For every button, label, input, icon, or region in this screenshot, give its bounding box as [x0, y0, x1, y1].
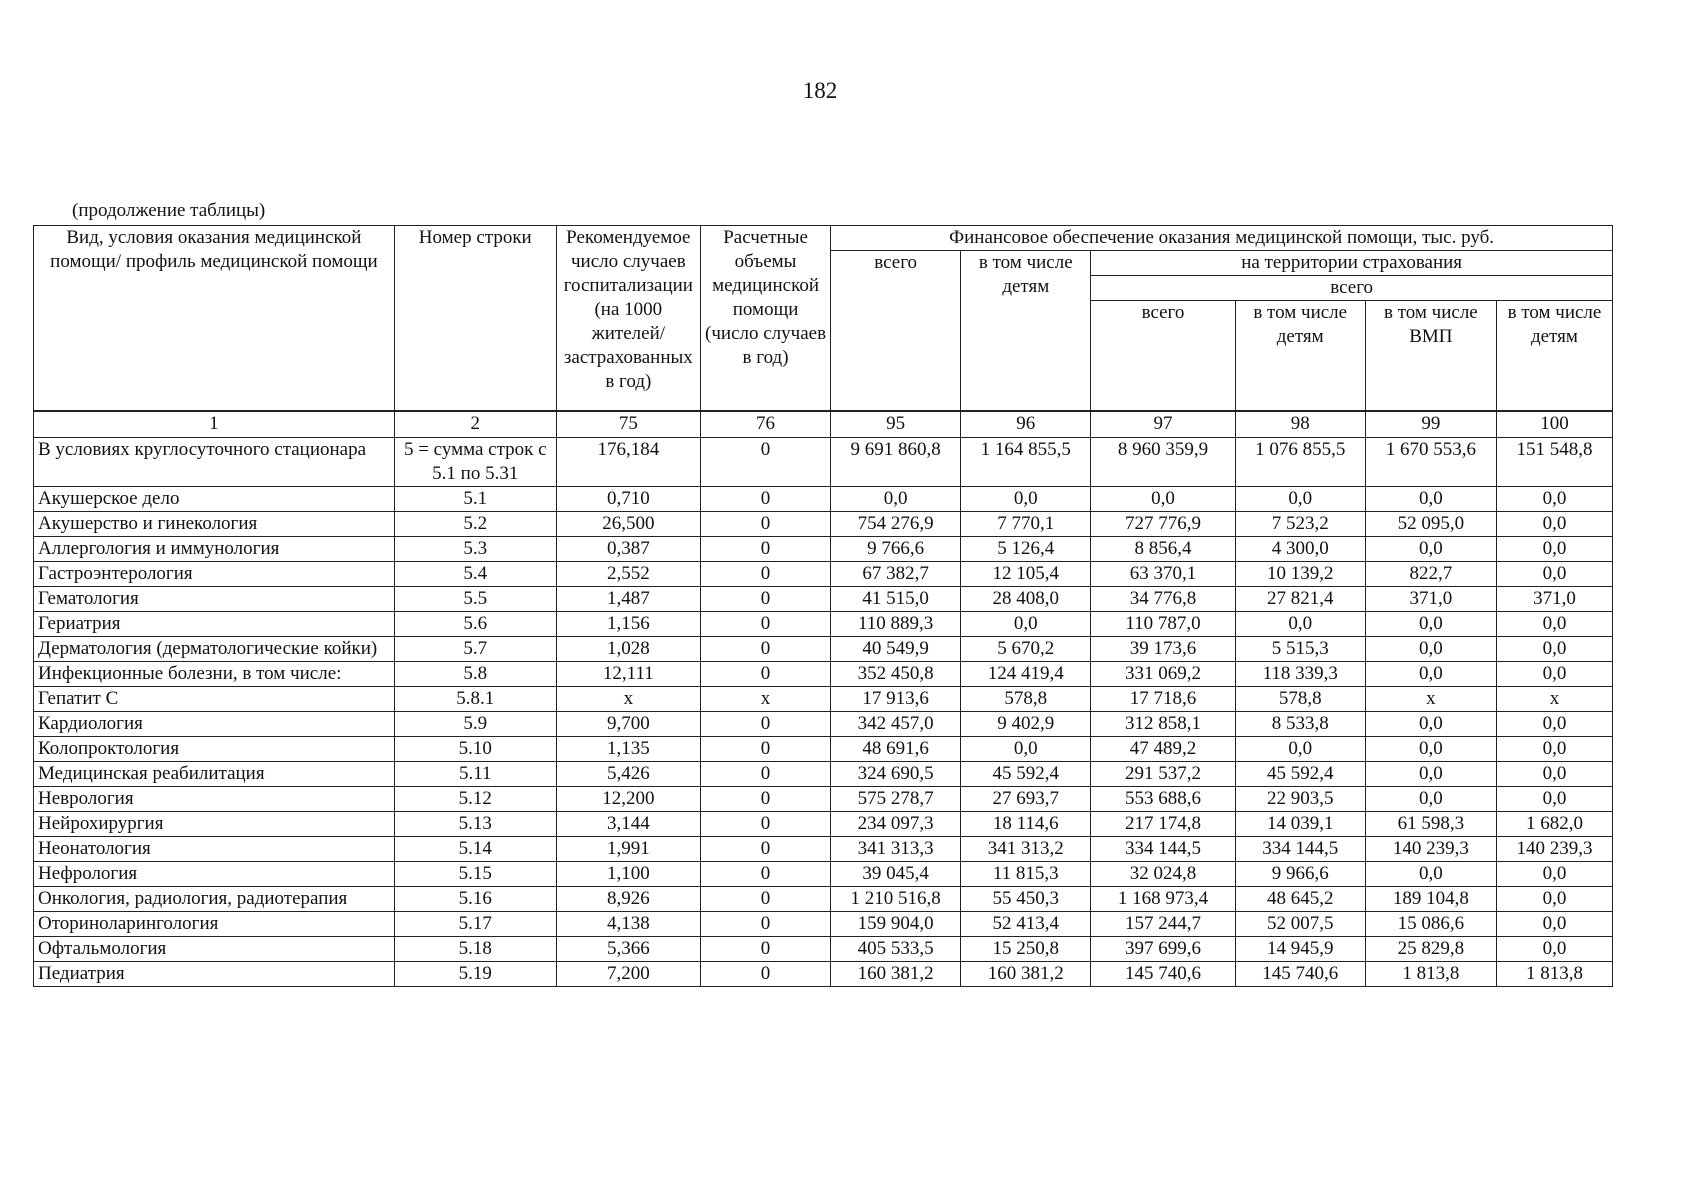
table-cell: 5 515,3: [1235, 636, 1365, 661]
table-cell: 0: [701, 886, 831, 911]
table-cell: 45 592,4: [961, 761, 1091, 786]
column-number-row: [34, 411, 1613, 438]
table-cell: 0,0: [1365, 611, 1496, 636]
table-cell: 822,7: [1365, 561, 1496, 586]
table-cell: 14 945,9: [1235, 936, 1365, 961]
table-cell: 0,0: [1496, 861, 1612, 886]
table-cell: 7 770,1: [961, 511, 1091, 536]
table-cell: 27 693,7: [961, 786, 1091, 811]
table-cell: 0,0: [1496, 486, 1612, 511]
table-row: [34, 786, 1613, 811]
table-cell: 553 688,6: [1091, 786, 1235, 811]
table-row: [34, 486, 1613, 511]
table-cell: 67 382,7: [831, 561, 961, 586]
table-cell: 0,0: [1365, 861, 1496, 886]
table-cell: 342 457,0: [831, 711, 961, 736]
table-cell: 5.7: [394, 636, 556, 661]
table-cell: 312 858,1: [1091, 711, 1235, 736]
table-cell: 0: [701, 636, 831, 661]
table-cell: 1 813,8: [1496, 961, 1612, 986]
table-cell: 334 144,5: [1235, 836, 1365, 861]
column-number: 97: [1091, 411, 1235, 438]
table-cell: 5.3: [394, 536, 556, 561]
column-number: 95: [831, 411, 961, 438]
table-cell: 5.16: [394, 886, 556, 911]
table-cell: 1 813,8: [1365, 961, 1496, 986]
table-cell: 5.17: [394, 911, 556, 936]
table-cell: 159 904,0: [831, 911, 961, 936]
table-cell: 0: [701, 936, 831, 961]
table-row: [34, 711, 1613, 736]
table-row: [34, 437, 1613, 486]
table-cell: 0,0: [1235, 736, 1365, 761]
table-cell: 4 300,0: [1235, 536, 1365, 561]
table-cell: 0,0: [1496, 536, 1612, 561]
table-cell: 0: [701, 437, 831, 486]
table-cell: 1,991: [556, 836, 700, 861]
table-cell: 9 402,9: [961, 711, 1091, 736]
table-row: [34, 886, 1613, 911]
header-row-number: Номер строки: [394, 226, 556, 411]
table-cell: 0,0: [1091, 486, 1235, 511]
table-cell: 0: [701, 961, 831, 986]
table-cell: 0,0: [1496, 711, 1612, 736]
table-cell: 5.5: [394, 586, 556, 611]
table-cell: 39 045,4: [831, 861, 961, 886]
table-cell: 0,0: [1365, 711, 1496, 736]
table-row: [34, 686, 1613, 711]
table-cell: 341 313,3: [831, 836, 961, 861]
table-cell: 52 095,0: [1365, 511, 1496, 536]
table-cell: 5.18: [394, 936, 556, 961]
row-label: Дерматология (дерматологические койки): [34, 636, 395, 661]
table-cell: 15 250,8: [961, 936, 1091, 961]
table-cell: 52 413,4: [961, 911, 1091, 936]
table-cell: х: [556, 686, 700, 711]
table-cell: 22 903,5: [1235, 786, 1365, 811]
table-cell: 3,144: [556, 811, 700, 836]
table-cell: 124 419,4: [961, 661, 1091, 686]
table-cell: 334 144,5: [1091, 836, 1235, 861]
table-row: [34, 736, 1613, 761]
table-cell: 5.6: [394, 611, 556, 636]
table-cell: 5 126,4: [961, 536, 1091, 561]
header-ins-all: всего: [1091, 301, 1235, 411]
table-cell: 5.13: [394, 811, 556, 836]
row-label: Оториноларингология: [34, 911, 395, 936]
table-cell: 4,138: [556, 911, 700, 936]
table-cell: 0: [701, 836, 831, 861]
table-cell: 140 239,3: [1496, 836, 1612, 861]
table-cell: 0,0: [1365, 661, 1496, 686]
table-cell: 0,0: [961, 736, 1091, 761]
table-row: [34, 961, 1613, 986]
table-row: [34, 811, 1613, 836]
table-row: [34, 511, 1613, 536]
table-cell: 14 039,1: [1235, 811, 1365, 836]
table-row: [34, 761, 1613, 786]
table-cell: 0: [701, 536, 831, 561]
header-recommended: Рекомендуемое число случаев госпитализации (на 1000 жителей/ застрахованных в год): [556, 226, 700, 411]
table-cell: 17 913,6: [831, 686, 961, 711]
table-cell: 0,0: [1496, 911, 1612, 936]
row-label: Гепатит С: [34, 686, 395, 711]
header-insurance-total: всего: [1091, 276, 1613, 301]
table-cell: 1,028: [556, 636, 700, 661]
table-cell: 0,0: [831, 486, 961, 511]
table-cell: 12 105,4: [961, 561, 1091, 586]
header-volumes: Расчетные объемы медицинской помощи (число случаев в год): [701, 226, 831, 411]
table-cell: 140 239,3: [1365, 836, 1496, 861]
table-cell: 5.19: [394, 961, 556, 986]
table-cell: 26,500: [556, 511, 700, 536]
table-cell: 5.11: [394, 761, 556, 786]
table-cell: 0,0: [1365, 736, 1496, 761]
table-cell: 176,184: [556, 437, 700, 486]
column-number: 100: [1496, 411, 1612, 438]
table-cell: 1 210 516,8: [831, 886, 961, 911]
table-cell: 0: [701, 711, 831, 736]
table-cell: 0,0: [961, 486, 1091, 511]
table-cell: 0,0: [1365, 786, 1496, 811]
table-cell: 145 740,6: [1235, 961, 1365, 986]
table-cell: 40 549,9: [831, 636, 961, 661]
row-label: В условиях круглосуточного стационара: [34, 437, 395, 486]
table-cell: 8 960 359,9: [1091, 437, 1235, 486]
table-row: [34, 861, 1613, 886]
table-row: [34, 936, 1613, 961]
row-label: Педиатрия: [34, 961, 395, 986]
table-cell: 11 815,3: [961, 861, 1091, 886]
header-ins-vmp-children: в том числе детям: [1496, 301, 1612, 411]
table-cell: 0: [701, 486, 831, 511]
table-cell: 0,0: [1235, 611, 1365, 636]
header-total: всего: [831, 251, 961, 411]
table-cell: 160 381,2: [961, 961, 1091, 986]
row-label: Акушерство и гинекология: [34, 511, 395, 536]
table-cell: 5.8: [394, 661, 556, 686]
table-cell: 39 173,6: [1091, 636, 1235, 661]
table-cell: 234 097,3: [831, 811, 961, 836]
table-cell: 0,0: [1496, 561, 1612, 586]
header-children: в том числе детям: [961, 251, 1091, 411]
table-cell: 189 104,8: [1365, 886, 1496, 911]
column-number: 75: [556, 411, 700, 438]
table-cell: 0,0: [1496, 936, 1612, 961]
table-cell: 405 533,5: [831, 936, 961, 961]
page-number: 182: [802, 78, 838, 103]
header-ins-children: в том числе детям: [1235, 301, 1365, 411]
table-cell: 0: [701, 786, 831, 811]
table-row: [34, 611, 1613, 636]
row-label: Онкология, радиология, радиотерапия: [34, 886, 395, 911]
table-cell: 9 691 860,8: [831, 437, 961, 486]
table-cell: 7 523,2: [1235, 511, 1365, 536]
table-cell: 5.1: [394, 486, 556, 511]
table-cell: 45 592,4: [1235, 761, 1365, 786]
header-insurance: на территории страхования: [1091, 251, 1613, 276]
table-cell: 0,0: [1365, 636, 1496, 661]
table-row: [34, 911, 1613, 936]
table-cell: 1 164 855,5: [961, 437, 1091, 486]
table-cell: 0,0: [1365, 486, 1496, 511]
table-cell: 341 313,2: [961, 836, 1091, 861]
table-cell: 17 718,6: [1091, 686, 1235, 711]
row-label: Аллергология и иммунология: [34, 536, 395, 561]
table-cell: 0,0: [1365, 536, 1496, 561]
table-cell: 0,0: [1496, 736, 1612, 761]
table-cell: 1 682,0: [1496, 811, 1612, 836]
table-cell: 5.15: [394, 861, 556, 886]
table-cell: 754 276,9: [831, 511, 961, 536]
table-cell: 52 007,5: [1235, 911, 1365, 936]
row-label: Акушерское дело: [34, 486, 395, 511]
row-label: Неонатология: [34, 836, 395, 861]
table-cell: 1,135: [556, 736, 700, 761]
table-cell: 5.2: [394, 511, 556, 536]
table-cell: 48 645,2: [1235, 886, 1365, 911]
table-row: [34, 536, 1613, 561]
table-cell: 12,200: [556, 786, 700, 811]
column-number: 2: [394, 411, 556, 438]
table-cell: 352 450,8: [831, 661, 961, 686]
header-ins-vmp: в том числе ВМП: [1365, 301, 1496, 411]
table-cell: 0: [701, 761, 831, 786]
table-cell: 61 598,3: [1365, 811, 1496, 836]
table-cell: 0: [701, 911, 831, 936]
table-cell: 0,710: [556, 486, 700, 511]
row-label: Гериатрия: [34, 611, 395, 636]
table-row: [34, 586, 1613, 611]
table-cell: 32 024,8: [1091, 861, 1235, 886]
table-cell: х: [1365, 686, 1496, 711]
table-cell: 1 168 973,4: [1091, 886, 1235, 911]
table-cell: 371,0: [1496, 586, 1612, 611]
table-row: [34, 561, 1613, 586]
table-cell: 28 408,0: [961, 586, 1091, 611]
table-cell: 0,0: [1496, 636, 1612, 661]
table-row: [34, 661, 1613, 686]
table-cell: 371,0: [1365, 586, 1496, 611]
table-cell: 7,200: [556, 961, 700, 986]
table-cell: 118 339,3: [1235, 661, 1365, 686]
table-row: [34, 836, 1613, 861]
header-financing: Финансовое обеспечение оказания медицинской помощи, тыс. руб.: [831, 226, 1613, 251]
table-cell: 1,487: [556, 586, 700, 611]
table-cell: 9 966,6: [1235, 861, 1365, 886]
table-cell: 9,700: [556, 711, 700, 736]
table-cell: 0,0: [1496, 761, 1612, 786]
table-cell: 291 537,2: [1091, 761, 1235, 786]
column-number: 99: [1365, 411, 1496, 438]
table-cell: 34 776,8: [1091, 586, 1235, 611]
row-label: Колопроктология: [34, 736, 395, 761]
table-cell: 578,8: [961, 686, 1091, 711]
table-cell: 0: [701, 511, 831, 536]
table-cell: 0: [701, 736, 831, 761]
table-cell: 47 489,2: [1091, 736, 1235, 761]
column-number: 1: [34, 411, 395, 438]
table-cell: 397 699,6: [1091, 936, 1235, 961]
table-cell: 0: [701, 586, 831, 611]
table-cell: 110 889,3: [831, 611, 961, 636]
row-label: Нейрохирургия: [34, 811, 395, 836]
table-cell: 0,0: [1496, 886, 1612, 911]
table-cell: 324 690,5: [831, 761, 961, 786]
table-cell: 5 670,2: [961, 636, 1091, 661]
table-cell: 55 450,3: [961, 886, 1091, 911]
table-cell: 8 533,8: [1235, 711, 1365, 736]
table-cell: 331 069,2: [1091, 661, 1235, 686]
table-cell: 1 076 855,5: [1235, 437, 1365, 486]
table-caption: (продолжение таблицы): [72, 200, 266, 221]
table-cell: 9 766,6: [831, 536, 961, 561]
table-cell: 151 548,8: [1496, 437, 1612, 486]
row-label: Инфекционные болезни, в том числе:: [34, 661, 395, 686]
table-cell: 2,552: [556, 561, 700, 586]
table-cell: 0: [701, 611, 831, 636]
table-cell: 15 086,6: [1365, 911, 1496, 936]
table-cell: 575 278,7: [831, 786, 961, 811]
table-cell: 0: [701, 811, 831, 836]
column-number: 76: [701, 411, 831, 438]
table-cell: 1 670 553,6: [1365, 437, 1496, 486]
column-number: 98: [1235, 411, 1365, 438]
table-cell: 5,366: [556, 936, 700, 961]
table-cell: 0,387: [556, 536, 700, 561]
table-cell: 63 370,1: [1091, 561, 1235, 586]
table-cell: 48 691,6: [831, 736, 961, 761]
column-number: 96: [961, 411, 1091, 438]
row-label: Офтальмология: [34, 936, 395, 961]
table-cell: 41 515,0: [831, 586, 961, 611]
table-cell: 157 244,7: [1091, 911, 1235, 936]
table-cell: 5.12: [394, 786, 556, 811]
table-cell: 8,926: [556, 886, 700, 911]
table-cell: 145 740,6: [1091, 961, 1235, 986]
table-cell: 1,156: [556, 611, 700, 636]
table-cell: х: [701, 686, 831, 711]
table-cell: 0,0: [1496, 511, 1612, 536]
table-cell: 5,426: [556, 761, 700, 786]
table-cell: 0: [701, 561, 831, 586]
row-label: Гематология: [34, 586, 395, 611]
table-cell: 27 821,4: [1235, 586, 1365, 611]
table-cell: 0,0: [961, 611, 1091, 636]
table-cell: 5.10: [394, 736, 556, 761]
table-cell: 0,0: [1496, 661, 1612, 686]
table-cell: х: [1496, 686, 1612, 711]
table-cell: 110 787,0: [1091, 611, 1235, 636]
table-cell: 217 174,8: [1091, 811, 1235, 836]
table-cell: 18 114,6: [961, 811, 1091, 836]
table-cell: 0,0: [1496, 611, 1612, 636]
table-cell: 0,0: [1365, 761, 1496, 786]
table-cell: 578,8: [1235, 686, 1365, 711]
row-label: Неврология: [34, 786, 395, 811]
table-cell: 0,0: [1496, 786, 1612, 811]
table-cell: 160 381,2: [831, 961, 961, 986]
table-cell: 8 856,4: [1091, 536, 1235, 561]
row-label: Медицинская реабилитация: [34, 761, 395, 786]
header-type: Вид, условия оказания медицинской помощи/ профиль медицинской помощи: [34, 226, 395, 411]
table-row: [34, 636, 1613, 661]
table-cell: 727 776,9: [1091, 511, 1235, 536]
financing-table: [33, 225, 1613, 987]
table-cell: 5.4: [394, 561, 556, 586]
table-cell: 10 139,2: [1235, 561, 1365, 586]
row-label: Кардиология: [34, 711, 395, 736]
row-label: Нефрология: [34, 861, 395, 886]
table-cell: 5.14: [394, 836, 556, 861]
table-cell: 0,0: [1235, 486, 1365, 511]
row-label: Гастроэнтерология: [34, 561, 395, 586]
table-cell: 1,100: [556, 861, 700, 886]
table-cell: 0: [701, 661, 831, 686]
table-cell: 5 = сумма строк с 5.1 по 5.31: [394, 437, 556, 486]
table-cell: 12,111: [556, 661, 700, 686]
table-cell: 5.8.1: [394, 686, 556, 711]
table-cell: 25 829,8: [1365, 936, 1496, 961]
table-cell: 5.9: [394, 711, 556, 736]
table-cell: 0: [701, 861, 831, 886]
